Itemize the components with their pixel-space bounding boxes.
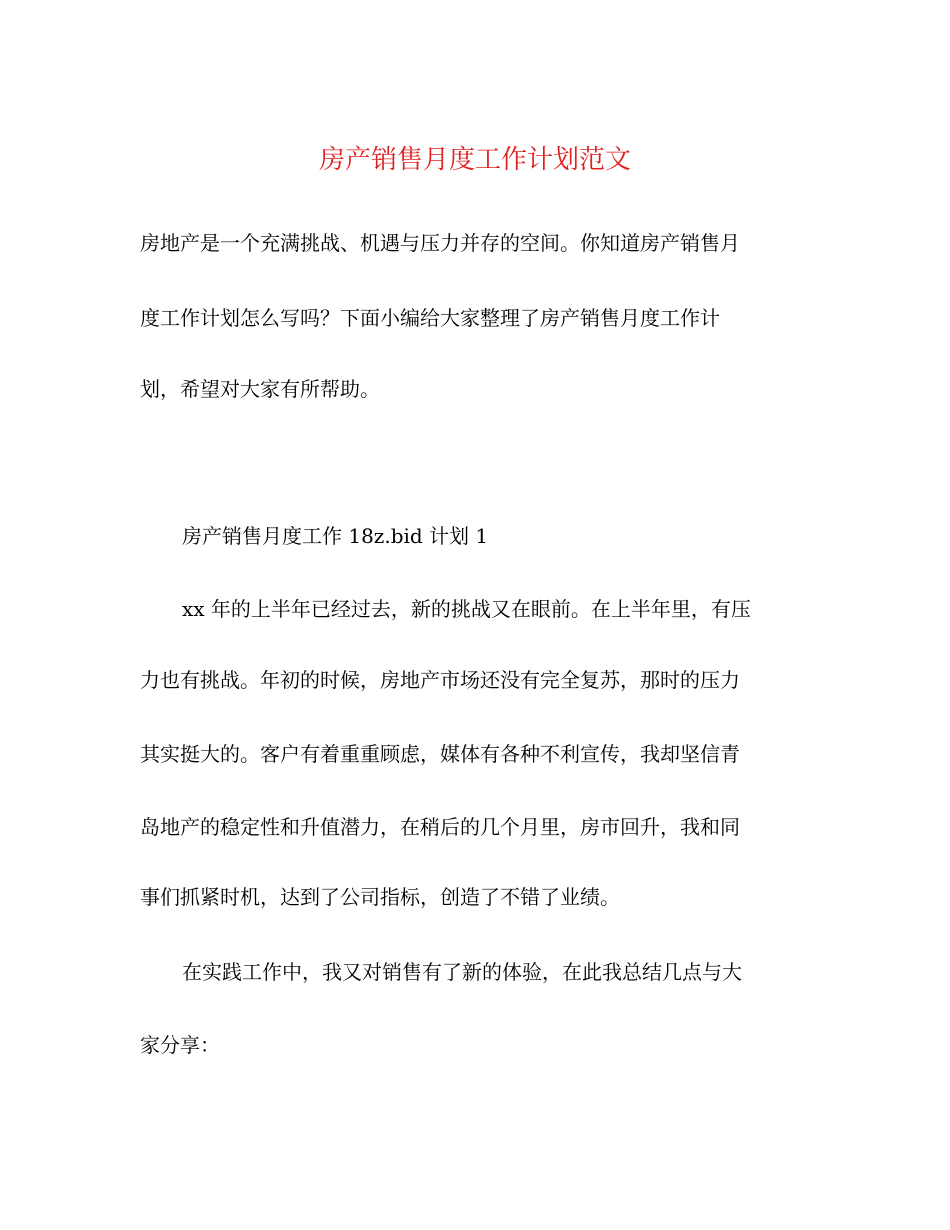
paragraph2-line-1: 在实践工作中，我又对销售有了新的体验，在此我总结几点与大 [182, 960, 742, 984]
paragraph1-line-4: 岛地产的稳定性和升值潜力，在稍后的几个月里，房市回升，我和同 [140, 815, 740, 839]
intro-line-3: 划，希望对大家有所帮助。 [140, 377, 380, 401]
paragraph1-line-2: 力也有挑战。年初的时候，房地产市场还没有完全复苏，那时的压力 [140, 668, 740, 692]
paragraph1-line-1: xx 年的上半年已经过去，新的挑战又在眼前。在上半年里，有压 [182, 597, 751, 621]
intro-line-1: 房地产是一个充满挑战、机遇与压力并存的空间。你知道房产销售月 [140, 231, 740, 255]
document-title: 房产销售月度工作计划范文 [318, 145, 631, 175]
section-heading: 房产销售月度工作 18z.bid 计划 1 [182, 524, 489, 548]
paragraph2-line-2: 家分享： [140, 1033, 220, 1057]
intro-line-2: 度工作计划怎么写吗？下面小编给大家整理了房产销售月度工作计 [140, 306, 720, 330]
paragraph1-line-5: 事们抓紧时机，达到了公司指标，创造了不错了业绩。 [140, 885, 620, 909]
paragraph1-line-3: 其实挺大的。客户有着重重顾虑，媒体有各种不利宣传，我却坚信青 [140, 742, 740, 766]
